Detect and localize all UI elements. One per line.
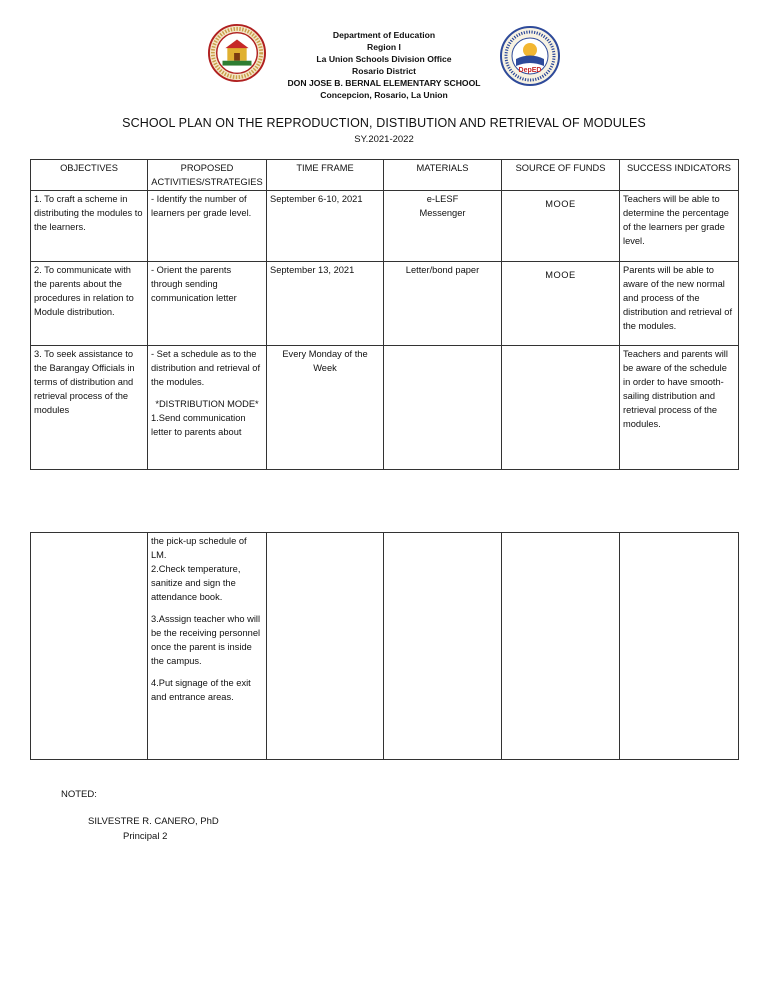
plan-table-continued — [30, 532, 739, 760]
activity-text: the pick-up schedule of LM. — [151, 536, 247, 560]
objective-cell: 1. To craft a scheme in distributing the modules to the learners. — [31, 191, 148, 262]
header-activities: PROPOSED ACTIVITIES/STRATEGIES — [148, 160, 267, 191]
plan-table — [30, 159, 739, 470]
letterhead-district: Rosario District — [352, 66, 416, 77]
activity-step: 3.Asssign teacher who will be the receiving personnel once the parent is inside the campus. — [151, 614, 261, 666]
activity-step: 1.Send communication letter to parents about — [151, 413, 246, 437]
letterhead-region: Region I — [367, 42, 401, 53]
time-frame-cell — [267, 533, 384, 760]
activity-text: - Set a schedule as to the distribution and retrieval of the modules. — [151, 349, 261, 387]
header-objectives: OBJECTIVES — [31, 160, 148, 191]
indicator-cell: Teachers will be able to determine the percentage of the learners per grade level. — [620, 191, 739, 262]
activity-cell: - Orient the parents through sending communication letter — [148, 262, 267, 346]
document-title: SCHOOL PLAN ON THE REPRODUCTION, DISTIBUTION AND RETRIEVAL OF MODULES — [122, 116, 646, 130]
school-year: SY.2021-2022 — [354, 134, 414, 145]
table-row — [31, 533, 739, 760]
activity-cell: - Identify the number of learners per grade level. — [148, 191, 267, 262]
objective-cell: 2. To communicate with the parents about the procedures in relation to Module distribution. — [31, 262, 148, 346]
activity-step: 2.Check temperature, sanitize and sign the attendance book. — [151, 564, 241, 602]
material-item: Messenger — [419, 208, 466, 218]
table-row — [31, 191, 739, 262]
indicator-cell: Teachers and parents will be aware of the schedule in order to have smooth-sailing distribution and retrieval process of the modules. — [620, 346, 739, 470]
header-materials: MATERIALS — [384, 160, 502, 191]
materials-cell: Letter/bond paper — [384, 262, 502, 346]
noted-label: NOTED: — [61, 789, 97, 800]
materials-cell — [384, 191, 502, 262]
activity-cell — [148, 533, 267, 760]
indicator-cell: Parents will be able to aware of the new normal and process of the distribution and retrieval of the modules. — [620, 262, 739, 346]
funds-cell — [502, 346, 620, 470]
header-success-indicators: SUCCESS INDICATORS — [620, 160, 739, 191]
material-item: e-LESF — [426, 194, 459, 204]
activity-cell — [148, 346, 267, 470]
signatory-position: Principal 2 — [123, 831, 168, 842]
table-row — [31, 346, 739, 470]
funds-cell: MOOE — [502, 191, 620, 262]
activity-step: 4.Put signage of the exit and entrance areas. — [151, 678, 251, 702]
deped-logo-text: DepED — [518, 67, 542, 74]
header-source-of-funds: SOURCE OF FUNDS — [502, 160, 620, 191]
materials-cell — [384, 346, 502, 470]
objective-cell: 3. To seek assistance to the Barangay Officials in terms of distribution and retrieval process of the modules — [31, 346, 148, 470]
time-frame-cell: Every Monday of the Week — [267, 346, 384, 470]
funds-cell — [502, 533, 620, 760]
objective-cell — [31, 533, 148, 760]
time-frame-cell: September 6-10, 2021 — [267, 191, 384, 262]
letterhead-school: DON JOSE B. BERNAL ELEMENTARY SCHOOL — [287, 78, 481, 89]
distribution-mode-label: *DISTRIBUTION MODE* — [155, 399, 259, 409]
table-header-row — [31, 160, 739, 191]
header-time-frame: TIME FRAME — [267, 160, 384, 191]
time-frame-cell: September 13, 2021 — [267, 262, 384, 346]
letterhead-address: Concepcion, Rosario, La Union — [320, 90, 448, 101]
signatory-name: SILVESTRE R. CANERO, PhD — [88, 816, 219, 827]
table-row — [31, 262, 739, 346]
letterhead-department: Department of Education — [332, 30, 436, 40]
letterhead-division: La Union Schools Division Office — [316, 54, 452, 65]
materials-cell — [384, 533, 502, 760]
indicator-cell — [620, 533, 739, 760]
funds-cell: MOOE — [502, 262, 620, 346]
letterhead — [0, 29, 768, 102]
